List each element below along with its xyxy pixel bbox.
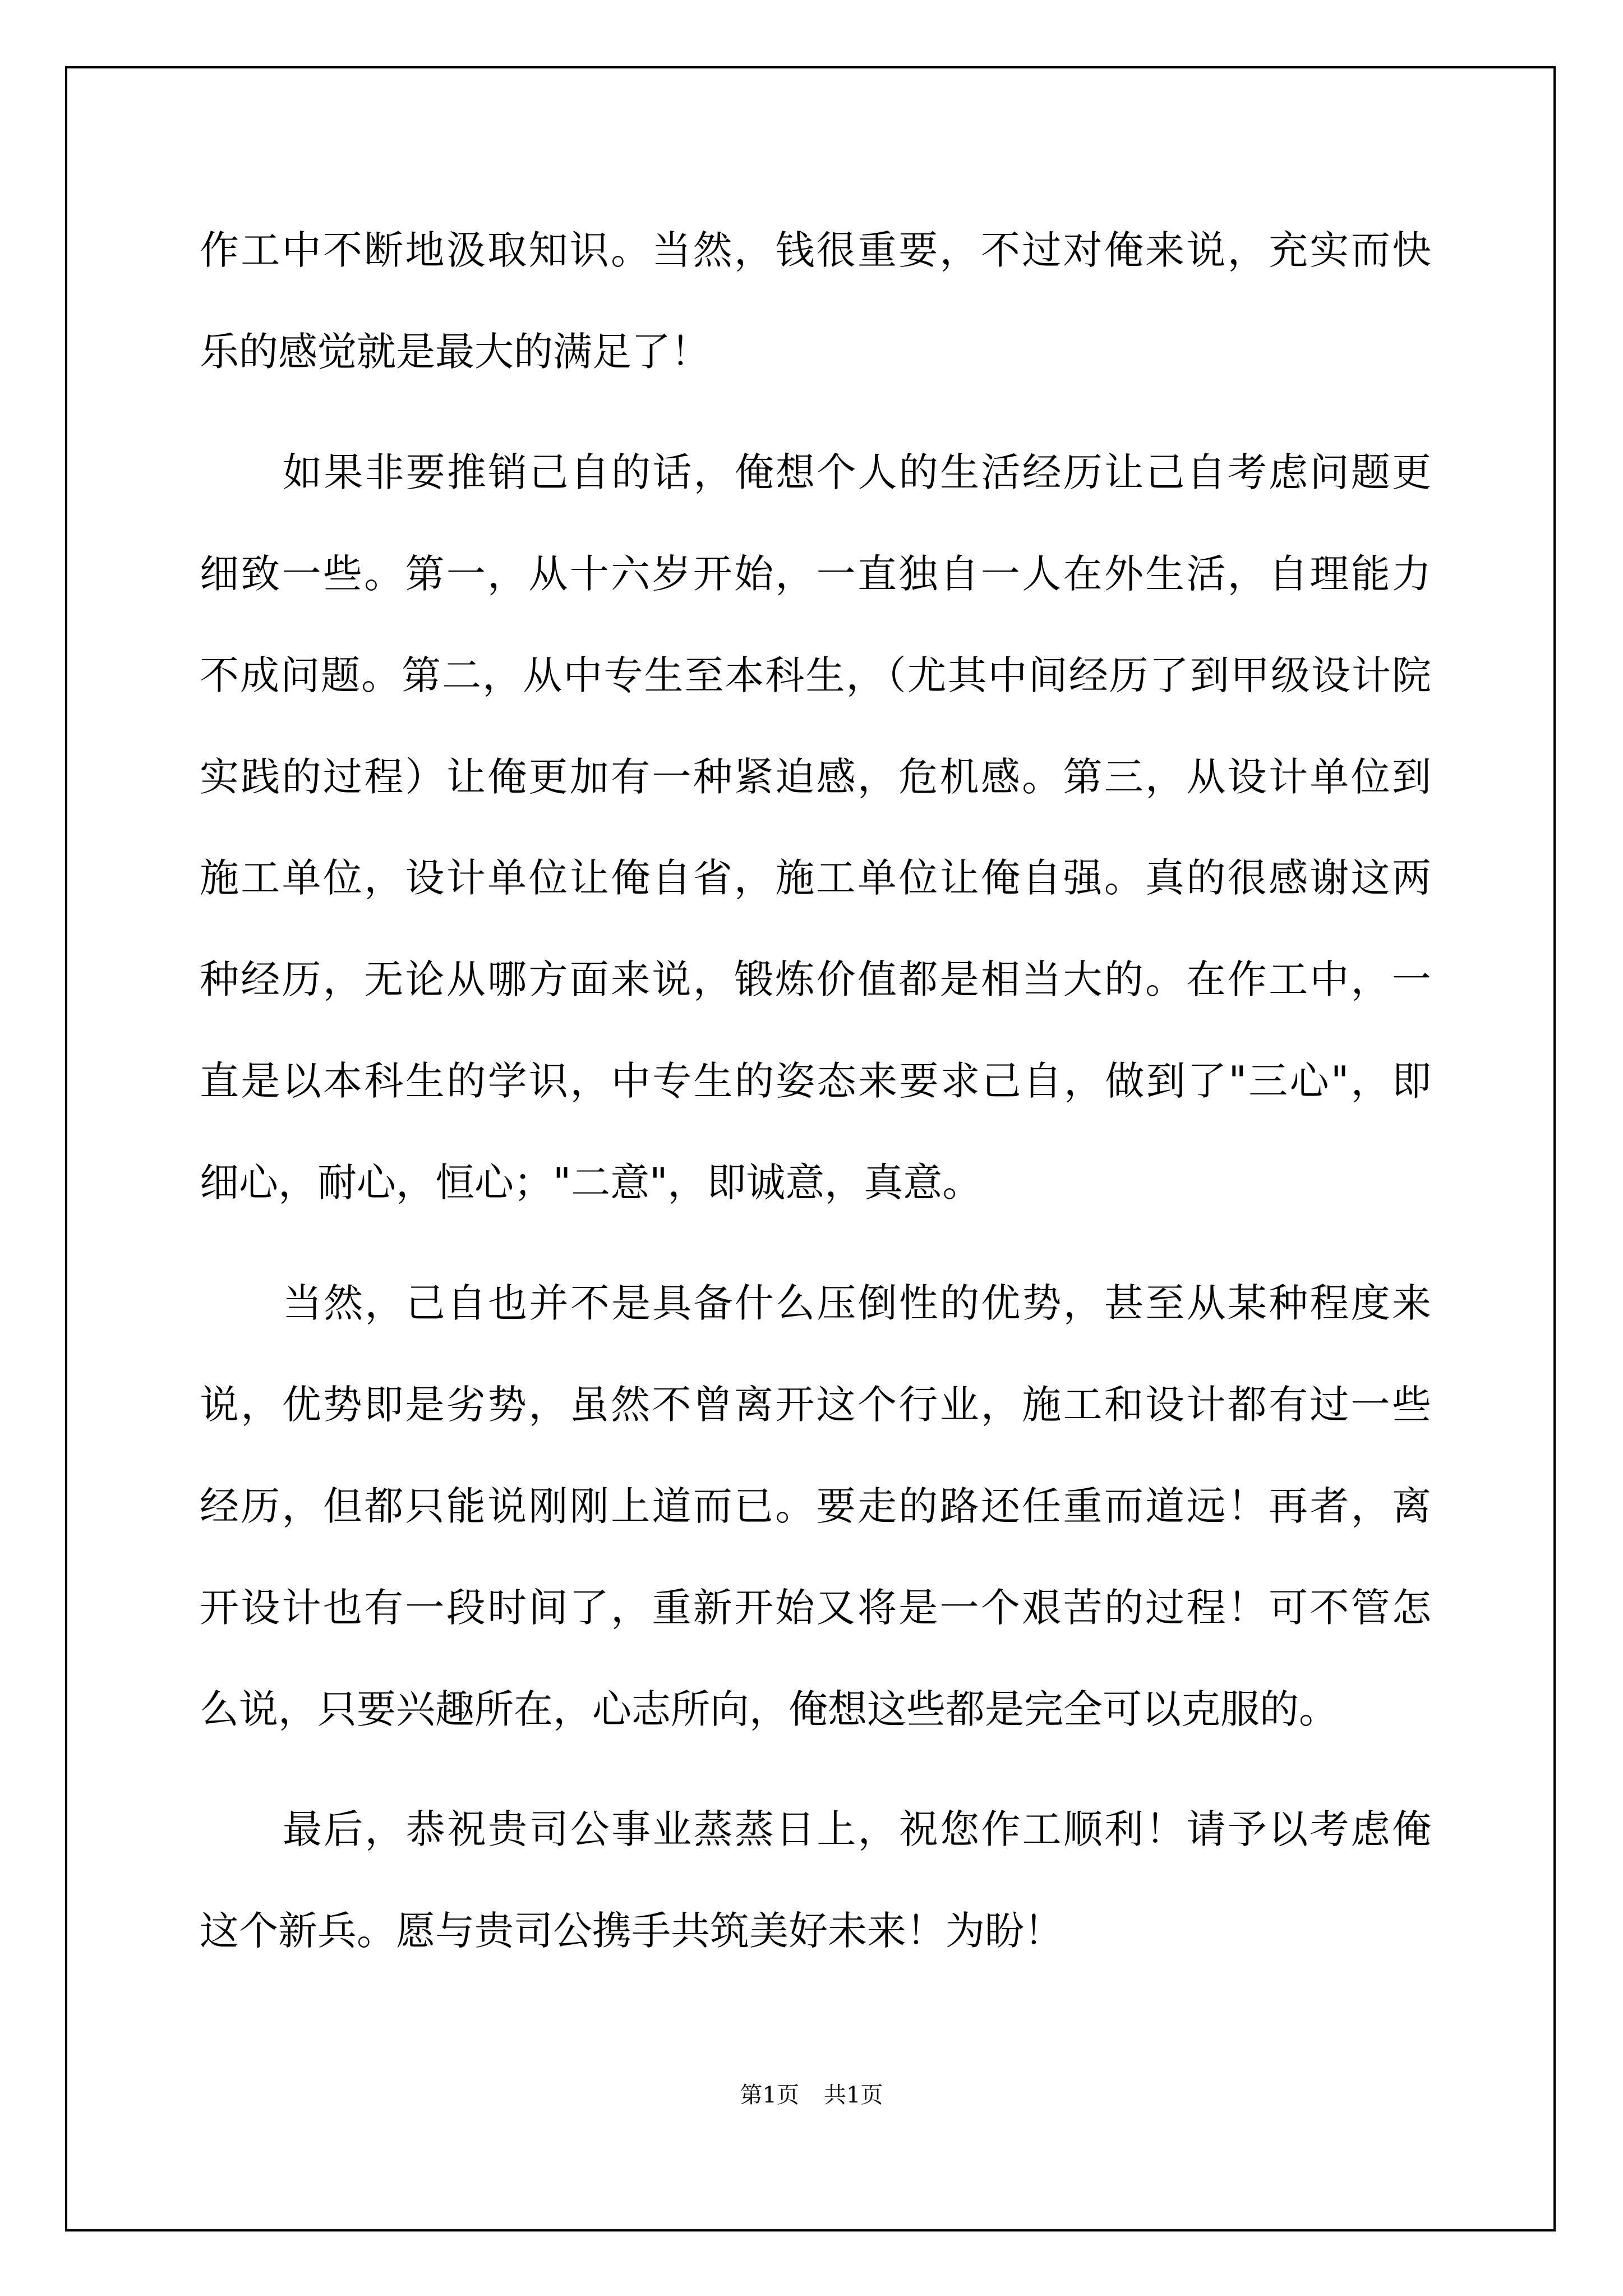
- paragraph-first-line: 如果非要推销己自的话，俺想个人的生活经历让己自考虑问题更: [283, 449, 1431, 495]
- page-footer: [0, 2079, 1623, 2111]
- text-line: 细心，耐心，恒心；"二意"，即诚意，真意。: [200, 1159, 982, 1205]
- page-number-total: 共1页: [824, 2082, 883, 2108]
- text-line: 实践的过程）让俺更加有一种紧迫感，危机感。第三，从设计单位到: [200, 754, 1431, 800]
- paragraph-first-line: 最后，恭祝贵司公事业蒸蒸日上，祝您作工顺利！请予以考虑俺: [283, 1806, 1431, 1852]
- text-line: 么说，只要兴趣所在，心志所向，俺想这些都是完全可以克服的。: [200, 1686, 1338, 1732]
- text-line: 作工中不断地汲取知识。当然，钱很重要，不过对俺来说，充实而快: [200, 227, 1431, 273]
- text-line: 开设计也有一段时间了，重新开始又将是一个艰苦的过程！可不管怎: [200, 1585, 1431, 1631]
- text-line: 不成问题。第二，从中专生至本科生，（尤其中间经历了到甲级设计院: [200, 652, 1431, 698]
- text-line: 直是以本科生的学识，中专生的姿态来要求己自，做到了"三心"，即: [200, 1058, 1431, 1104]
- text-line: 施工单位，设计单位让俺自省，施工单位让俺自强。真的很感谢这两: [200, 855, 1431, 901]
- paragraph-first-line: 当然，己自也并不是具备什么压倒性的优势，甚至从某种程度来: [283, 1280, 1431, 1326]
- text-line: 乐的感觉就是最大的满足了！: [200, 329, 710, 375]
- text-line: 经历，但都只能说刚刚上道而已。要走的路还任重而道远！再者，离: [200, 1483, 1431, 1529]
- text-line: 说，优势即是劣势，虽然不曾离开这个行业，施工和设计都有过一些: [200, 1382, 1431, 1428]
- text-line: 种经历，无论从哪方面来说，锻炼价值都是相当大的。在作工中，一: [200, 956, 1431, 1002]
- text-line: 这个新兵。愿与贵司公携手共筑美好未来！为盼！: [200, 1908, 1063, 1954]
- page-number-current: 第1页: [740, 2082, 799, 2108]
- text-line: 细致一些。第一，从十六岁开始，一直独自一人在外生活，自理能力: [200, 551, 1431, 597]
